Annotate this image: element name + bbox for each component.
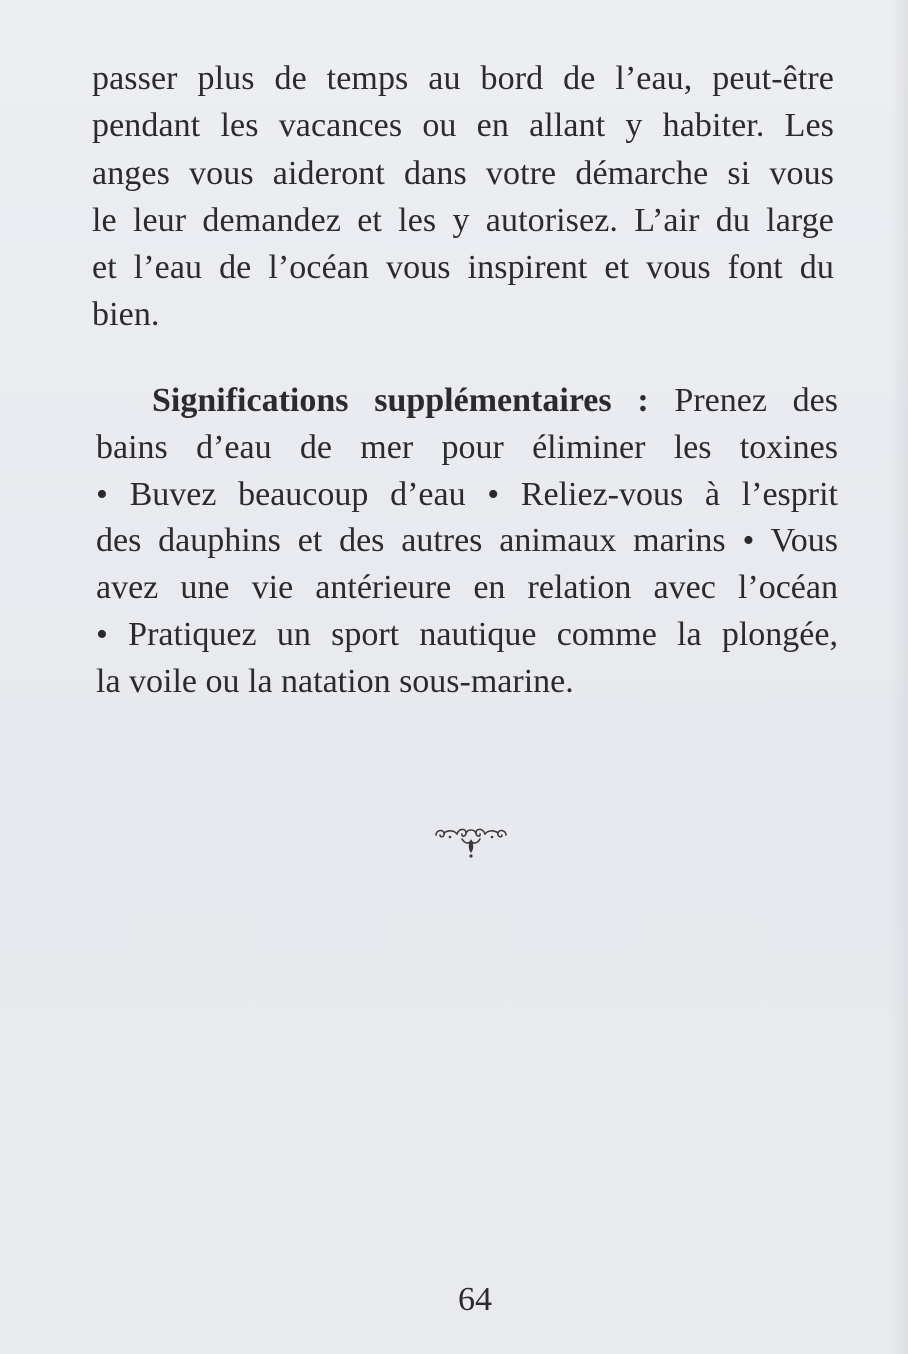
paragraph-2-line: bains d’eau de mer pour éliminer les toxines (96, 428, 838, 466)
page-number: 64 (458, 1281, 492, 1318)
run-in-heading: Significations supplémentaires : (152, 382, 649, 419)
fleuron-ornament-icon (432, 822, 510, 862)
paragraph-2-line: • Buvez beaucoup d’eau • Reliez-vous à l’esprit (96, 475, 838, 513)
paragraph-1-line: le leur demandez et les y autorisez. L’air du large (92, 201, 834, 239)
paragraph-1-line: et l’eau de l’océan vous inspirent et vous font du (92, 249, 834, 287)
paragraph-2-line: avez une vie antérieure en relation avec l’océan (96, 569, 838, 607)
paragraph-1-line: bien. (92, 296, 160, 334)
paragraph-2-additional-meanings (96, 378, 838, 706)
paragraph-1 (92, 55, 834, 339)
paragraph-1-line: passer plus de temps au bord de l’eau, peut-être (92, 60, 834, 97)
paragraph-2-first-line-text: Prenez des (648, 382, 839, 419)
paragraph-1-line: pendant les vacances ou en allant y habiter. Les (92, 107, 834, 145)
paragraph-2-line: des dauphins et des autres animaux marins • Vous (96, 522, 838, 560)
paragraph-2-first-line (96, 378, 838, 425)
paragraph-1-line: anges vous aideront dans votre démarche si vous (92, 154, 834, 192)
page-edge-shadow (890, 0, 908, 1354)
paragraph-2-line: la voile ou la natation sous-marine. (96, 662, 574, 700)
paragraph-2-line: • Pratiquez un sport nautique comme la plongée, (96, 615, 838, 653)
